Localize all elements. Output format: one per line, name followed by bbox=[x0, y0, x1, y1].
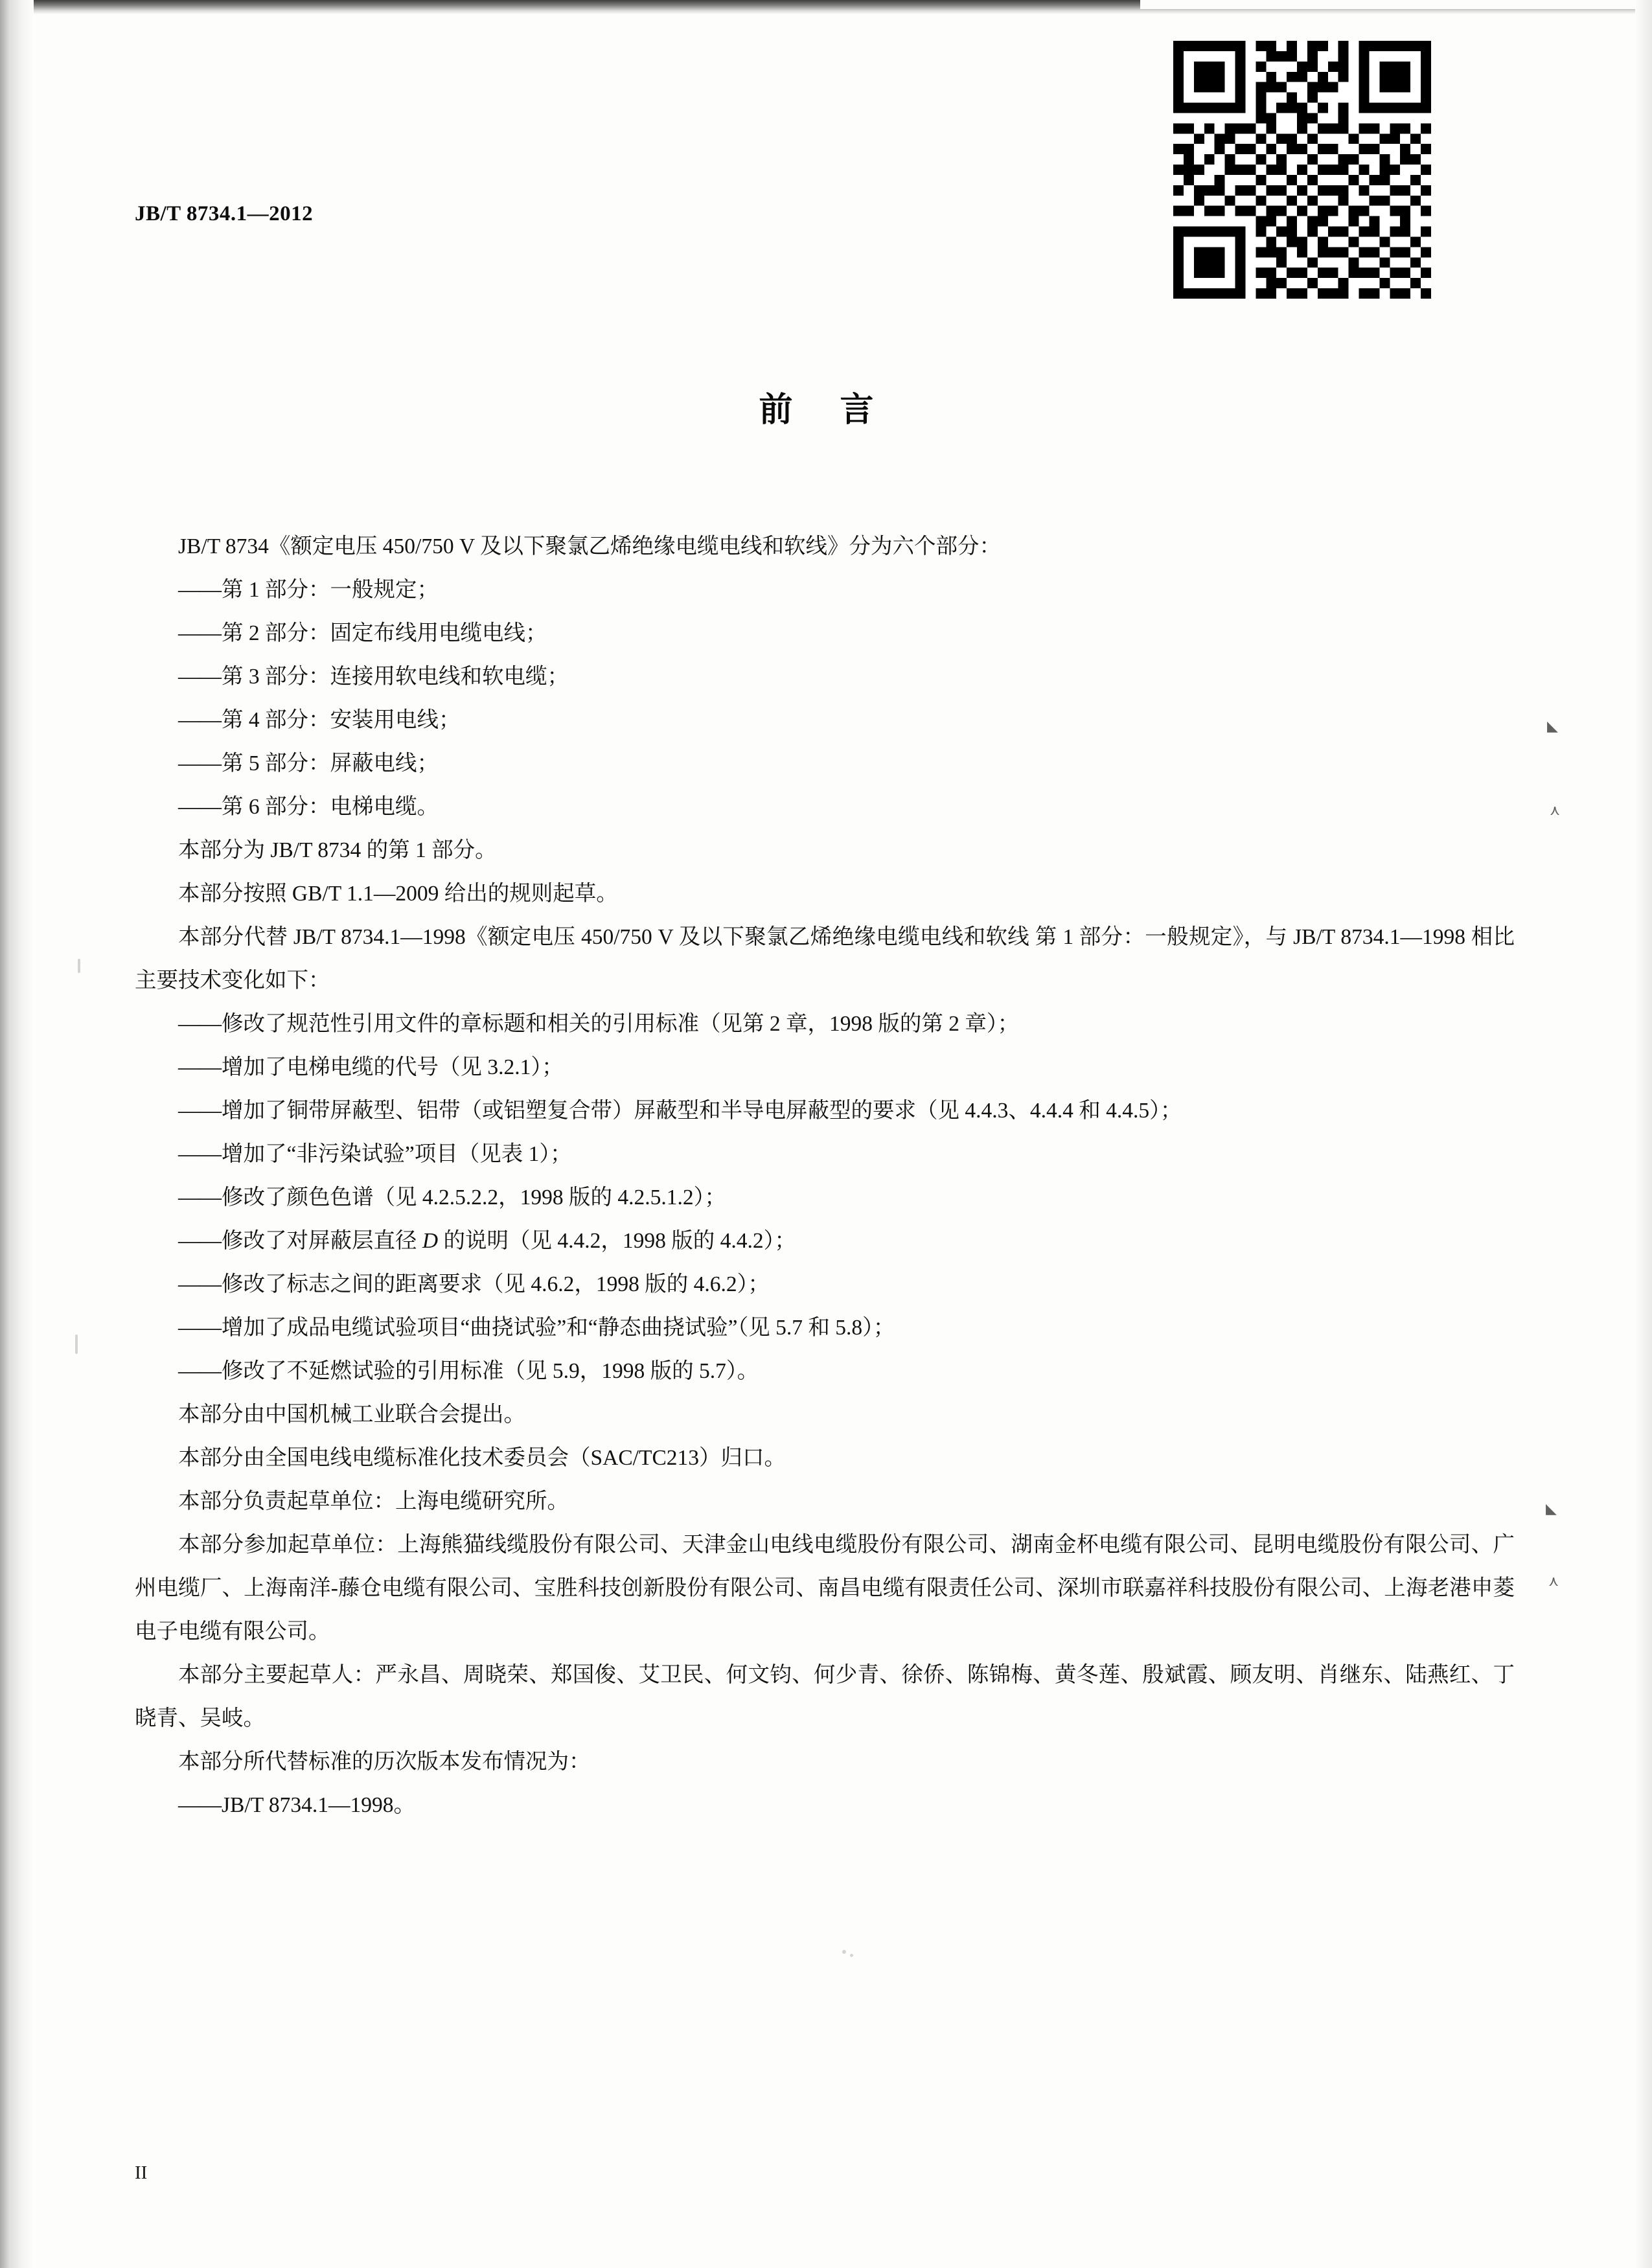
page-title: 前 言 bbox=[759, 392, 893, 429]
foreword-paragraph: 本部分按照 GB/T 1.1—2009 给出的规则起草。 bbox=[178, 882, 618, 906]
scan-artifact-mark: ⋏ bbox=[1548, 1573, 1559, 1589]
foreword-list-item: ——增加了成品电缆试验项目“曲挠试验”和“静态曲挠试验”（见 5.7 和 5.8）； bbox=[178, 1316, 895, 1340]
standard-code: JB/T 8734.1—2012 bbox=[135, 202, 314, 225]
foreword-list-item: ——修改了规范性引用文件的章标题和相关的引用标准（见第 2 章，1998 版的第 2 章）； bbox=[178, 1012, 1020, 1036]
foreword-list-item: ——修改了颜色色谱（见 4.2.5.2.2，1998 版的 4.2.5.1.2）； bbox=[178, 1186, 726, 1209]
scan-artifact-mark: ⋏ bbox=[1550, 802, 1561, 818]
foreword-list-item: ——增加了铜带屏蔽型、铝带（或铝塑复合带）屏蔽型和半导电屏蔽型的要求（见 4.4.3、4.4.4 和 4.4.5）； bbox=[178, 1099, 1182, 1123]
scan-dust-speck bbox=[75, 1334, 78, 1354]
foreword-list-item: ——JB/T 8734.1—1998。 bbox=[178, 1793, 416, 1817]
foreword-list-item: ——第 4 部分：安装用电线； bbox=[178, 708, 461, 732]
qr-code-icon bbox=[1173, 40, 1431, 299]
scan-dust-speck bbox=[78, 959, 80, 973]
foreword-paragraph: 本部分所代替标准的历次版本发布情况为： bbox=[178, 1750, 591, 1774]
foreword-paragraph: 本部分为 JB/T 8734 的第 1 部分。 bbox=[178, 838, 497, 862]
foreword-paragraph: 本部分负责起草单位：上海电缆研究所。 bbox=[178, 1489, 569, 1513]
foreword-list-item: ——第 6 部分：电梯电缆。 bbox=[178, 795, 439, 819]
qr-code-svg bbox=[1173, 40, 1431, 299]
foreword-list-item: ——修改了标志之间的距离要求（见 4.6.2，1998 版的 4.6.2）； bbox=[178, 1272, 770, 1296]
scan-artifact-mark: ◣ bbox=[1547, 718, 1558, 734]
page-left-edge-shadow bbox=[0, 0, 34, 2268]
foreword-paragraph: JB/T 8734《额定电压 450/750 V 及以下聚氯乙烯绝缘电缆电线和软线》分为六个部分： bbox=[178, 534, 1001, 558]
page-number: II bbox=[135, 2162, 148, 2183]
foreword-list-item: ——第 1 部分：一般规定； bbox=[178, 578, 439, 602]
foreword-paragraph: 本部分由全国电线电缆标准化技术委员会（SAC/TC213）归口。 bbox=[178, 1446, 786, 1470]
scan-dust-speck bbox=[850, 1954, 853, 1957]
page-right-edge-shadow bbox=[1635, 0, 1652, 2268]
scan-dust-speck bbox=[842, 1950, 846, 1954]
foreword-paragraph: 本部分主要起草人：严永昌、周晓荣、郑国俊、艾卫民、何文钧、何少青、徐侨、陈锦梅、黄冬莲、殷斌霞、顾友明、肖继东、陆燕红、丁晓青、吴岐。 bbox=[135, 1663, 1515, 1730]
page-top-right-clear bbox=[1140, 0, 1652, 9]
foreword-list-item: ——第 3 部分：连接用软电线和软电缆； bbox=[178, 665, 569, 689]
foreword-list-item: ——第 2 部分：固定布线用电缆电线； bbox=[178, 621, 547, 645]
foreword-list-item: ——增加了“非污染试验”项目（见表 1）； bbox=[178, 1142, 572, 1166]
foreword-list-item: ——增加了电梯电缆的代号（见 3.2.1）； bbox=[178, 1055, 564, 1079]
foreword-list-item: ——第 5 部分：屏蔽电线； bbox=[178, 751, 439, 775]
foreword-paragraph: 本部分由中国机械工业联合会提出。 bbox=[178, 1403, 525, 1426]
foreword-paragraph: 本部分代替 JB/T 8734.1—1998《额定电压 450/750 V 及以下聚氯乙烯绝缘电缆电线和软线 第 1 部分：一般规定》，与 JB/T 8734.1—1998 相比主要技术变化如下： bbox=[135, 925, 1515, 992]
foreword-body bbox=[135, 525, 1515, 1827]
scan-artifact-mark: ◣ bbox=[1546, 1500, 1557, 1517]
foreword-list-item: ——修改了对屏蔽层直径 D 的说明（见 4.4.2，1998 版的 4.4.2）； bbox=[178, 1229, 796, 1253]
foreword-paragraph: 本部分参加起草单位：上海熊猫线缆股份有限公司、天津金山电线电缆股份有限公司、湖南金杯电缆有限公司、昆明电缆股份有限公司、广州电缆厂、上海南洋-藤仓电缆有限公司、宝胜科技创新股份有限公司、南昌电缆有限责任公司、深圳市联嘉祥科技股份有限公司、上海老港申菱电子电缆有限公司。 bbox=[135, 1533, 1515, 1644]
foreword-list-item: ——修改了不延燃试验的引用标准（见 5.9，1998 版的 5.7）。 bbox=[178, 1359, 759, 1383]
